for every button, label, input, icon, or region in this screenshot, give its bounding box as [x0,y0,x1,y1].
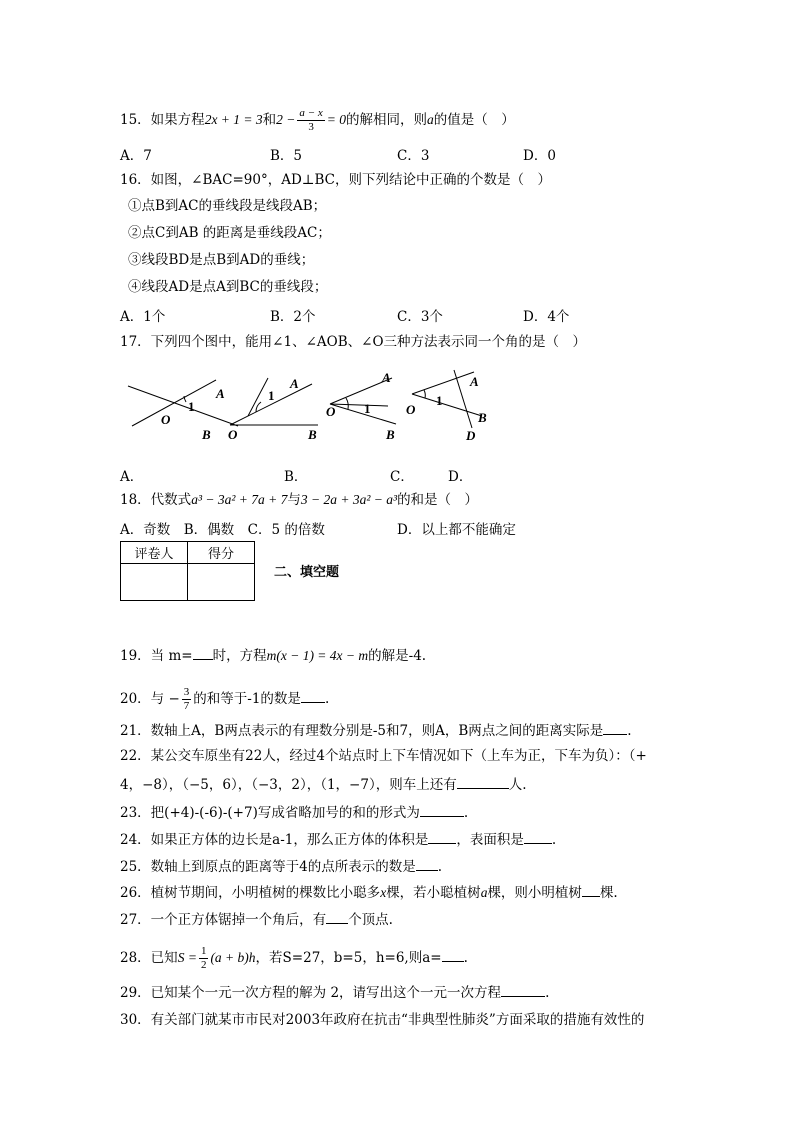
q17-stem: 17．下列四个图中，能用∠1、∠AOB、∠O三种方法表示同一个角的是（ ） [120,334,587,350]
fig-c-label-b: B [386,427,395,442]
fig-a-line-2 [132,380,216,426]
q27-end: 个顶点. [348,912,393,928]
q16-item-3: ③线段BD是点B到AD的垂线； [128,252,315,268]
question-28 [120,945,468,972]
q28-rhs: (a + b)h [210,950,256,965]
question-24 [120,830,556,849]
q16-item-1: ①点B到AC的垂线段是线段AB； [128,198,327,214]
section-title: 二、填空题 [274,565,340,580]
q17-figure-c [326,370,396,442]
score-table-grader-cell[interactable] [121,564,188,601]
q15-frac-numerator: a − x [299,107,323,119]
q15-end: 的值是（ ） [433,112,515,128]
q29-text: 29．已知某个一元一次方程的解为 2，请写出这个一元一次方程 [120,985,502,1001]
score-table-score-cell[interactable] [188,564,255,601]
q27-blank[interactable] [326,910,348,924]
fig-c-label-o: O [326,404,336,419]
score-table-header-score: 得分 [188,542,255,564]
q21-blank[interactable] [603,721,627,735]
q26-prefix: 26．植树节期间，小明植树的棵数比小聪多 [120,885,381,901]
fig-d-label-b: B [478,410,487,425]
q18-options-abc: A．奇数 B．偶数 C．5 的倍数 [120,522,325,538]
q22-blank[interactable] [457,775,509,789]
fig-c-label-1: 1 [364,401,371,416]
fig-d-label-o: O [406,402,416,417]
fig-b-label-o: O [228,427,238,442]
question-23 [120,803,468,822]
q17-option-b: B． [284,469,308,485]
q15-eq2-tail: = 0 [326,112,346,127]
q18-option-d: D．以上都不能确定 [397,522,516,538]
q25-tail: . [437,859,443,875]
question-18 [120,491,478,509]
q15-frac-denominator: 3 [308,121,314,133]
q24-tail: . [551,832,557,848]
q20-fraction [182,686,192,713]
q28-lhs: S = [177,950,197,965]
q28-fraction [199,945,209,972]
fig-d-arc [424,390,425,398]
question-15 [120,107,515,134]
q29-tail: . [545,985,550,1001]
fig-a-label-a: A [216,386,225,401]
q17-option-c: C． [390,469,414,485]
question-27 [120,910,393,929]
fig-c-label-a: A [382,370,391,385]
q28-frac-numerator: 1 [200,945,207,957]
q16-stem: 16．如图，∠BAC=90°，AD⊥BC，则下列结论中正确的个数是（ ） [120,172,551,188]
q16-option-d: D．4个 [523,309,570,325]
q24-prefix: 24．如果正方体的边长是a-1，那么正方体的体积是 [120,832,429,848]
q24-blank-volume[interactable] [428,830,456,844]
q15-prefix: 15．如果方程 [120,112,205,128]
q28-frac-denominator: 2 [200,959,207,971]
fig-b-label-b: B [308,427,317,442]
q28-tail: . [463,950,468,966]
question-26 [120,883,618,902]
q16-item-2: ②点C到AB 的距离是垂线段AC； [128,225,331,241]
q15-fraction [297,107,324,134]
fig-b-ray-middle [248,378,268,416]
q19-mid: 时，方程 [212,648,267,664]
q16-option-c: C．3个 [397,309,443,325]
fig-b-label-a: A [290,376,299,391]
q26-var-a: a [480,885,488,900]
q16-item-4: ④线段AD是点A到BC的垂线段； [128,279,328,295]
q26-mid: 棵，若小聪植树 [386,885,481,901]
q20-blank[interactable] [301,689,325,703]
q26-var-x: x [380,885,387,900]
q23-text: 23．把(+4)-(-6)-(+7)写成省略加号的和的形式为 [120,805,420,821]
q27-prefix: 27．一个正方体锯掉一个角后，有 [120,912,327,928]
fig-a-label-b: B [202,427,211,442]
fig-c-ray-ob [330,404,396,424]
question-20 [120,686,329,713]
q16-option-a: A．1个 [120,309,166,325]
q20-frac-numerator: 3 [183,686,190,698]
q25-text: 25．数轴上到原点的距离等于4的点所表示的数是 [120,859,416,875]
fig-c-ray-middle [330,404,388,406]
q26-end: 棵. [599,885,618,901]
q17-option-a: A． [120,469,144,485]
score-table-header-grader: 评卷人 [121,542,188,564]
q15-equation-1: 2x + 1 = 3 [204,112,263,127]
q17-figure-b [228,376,318,442]
q21-tail: . [627,723,632,739]
q15-option-c: C．3 [397,148,430,164]
q15-option-b: B．5 [270,148,303,164]
q17-figure-d [406,370,487,443]
fig-a-label-1: 1 [188,399,195,414]
q18-expr-2: 3 − 2a + 3a² − a³ [300,492,398,507]
q28-prefix: 28．已知 [120,950,178,966]
q24-blank-surface[interactable] [524,830,552,844]
q18-mid: 与 [287,492,301,508]
q19-prefix: 19．当 m= [120,648,193,664]
q25-blank[interactable] [416,857,438,871]
q15-suffix: 的解相同，则 [345,112,427,128]
q22-line-2-text: 4，−8），（−5，6），（−3，2），（1，−7），则车上还有 [120,777,457,793]
fig-d-label-1: 1 [436,393,443,408]
q20-prefix: 20．与 − [120,691,180,707]
q15-option-d: D．0 [523,148,556,164]
fig-d-ray-ob [412,394,482,416]
q26-mid2: 棵，则小明植树 [487,885,582,901]
fig-a-label-o: O [161,412,171,427]
q19-end: 的解是-4. [368,648,427,664]
q19-equation: m(x − 1) = 4x − m [266,648,369,663]
q20-frac-denominator: 7 [183,700,190,712]
q19-blank[interactable] [193,646,213,660]
question-21 [120,721,632,740]
q26-blank[interactable] [582,883,600,897]
q29-blank[interactable] [501,983,545,997]
fig-d-label-d: D [466,428,476,443]
fig-d-ray-oa [412,372,474,394]
fig-c-arc [346,398,348,409]
q17-figure-a [128,380,238,442]
q21-text: 21．数轴上A，B两点表示的有理数分别是-5和7，则A，B两点之间的距离实际是 [120,723,604,739]
q17-option-d: D． [448,469,473,485]
question-29 [120,983,549,1002]
q20-tail: . [324,691,330,707]
q16-option-b: B．2个 [270,309,316,325]
q17-angle-figures [120,360,520,446]
q15-option-a: A．7 [120,148,152,164]
q15-eq2-lead: 2 − [276,112,296,127]
q18-end: 的和是（ ） [397,492,479,508]
q18-prefix: 18．代数式 [120,492,192,508]
fig-d-label-a: A [470,374,479,389]
q15-var: a [426,112,434,127]
score-table [120,541,255,601]
q24-mid: ，表面积是 [456,832,524,848]
question-19 [120,646,426,665]
q18-expr-1: a³ − 3a² + 7a + 7 [191,492,288,507]
q22-line-2 [120,775,527,794]
question-30: 30．有关部门就某市市民对2003年政府在抗击“非典型性肺炎”方面采取的措施有效性的 [120,1012,645,1028]
q23-tail: . [463,805,469,821]
q15-mid: 和 [262,112,277,128]
q22-end: 人. [508,777,527,793]
q22-line-1: 22．某公交车原坐有22人，经过4个站点时上下车情况如下（上车为正，下车为负）：（+ [120,748,647,764]
q23-blank[interactable] [420,803,464,817]
fig-b-label-1: 1 [268,388,275,403]
q28-mid: ，若S=27，b=5，h=6,则a= [255,950,442,966]
q28-blank[interactable] [442,948,464,962]
q20-end: 的和等于-1的数是 [193,691,301,707]
question-25 [120,857,442,876]
